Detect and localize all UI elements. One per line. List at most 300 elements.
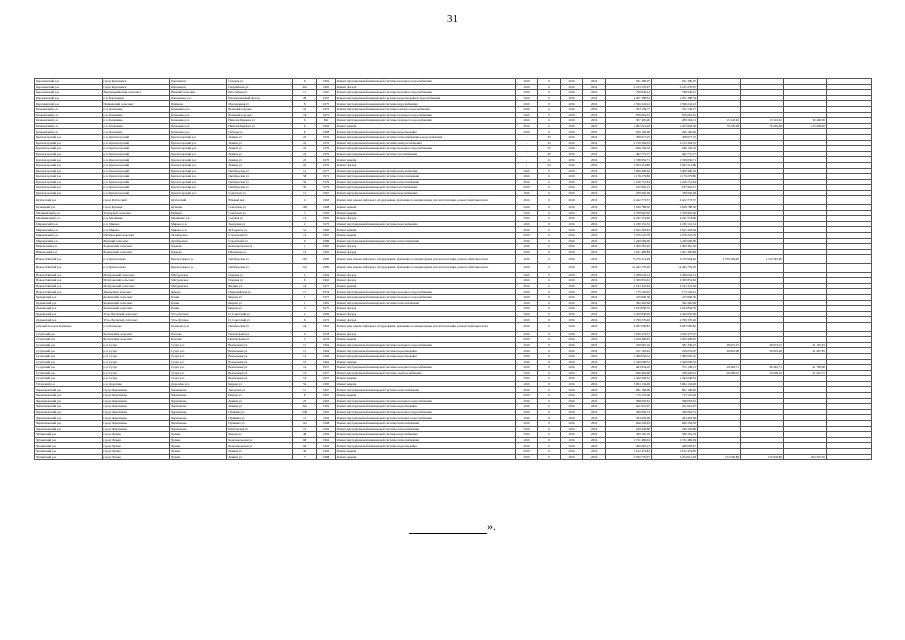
table-cell: 2 159 394,55 [651, 140, 697, 146]
table-cell: Мирное р.п. [170, 227, 227, 233]
table-cell: 33 [538, 134, 561, 140]
table-cell: 402 772,77 [605, 151, 651, 157]
table-cell: Новоалтайский р-н [35, 272, 103, 278]
table-cell: Садовая ул [227, 216, 292, 222]
table-cell: Чулымский р-н [35, 443, 103, 449]
table-cell: город Черепаново [102, 409, 170, 415]
table-cell: 4 431 574,66 [605, 216, 651, 222]
table-cell: Сузун р.п. [170, 365, 227, 371]
table-cell: 2 230 131,32 [605, 221, 651, 227]
table-cell: 1 349 096,32 [651, 359, 697, 365]
table-cell: Кирова ул [227, 393, 292, 399]
table-cell: 0 [538, 112, 561, 118]
table-cell: Кочкаевский р-н [35, 129, 103, 135]
table-cell: 68 [292, 443, 317, 449]
table-cell: 0 [538, 404, 561, 410]
table-cell: 1975 [317, 221, 335, 227]
table-cell: 2016 [583, 84, 606, 90]
table-cell: 2016 [560, 393, 583, 399]
table-cell: 2016 [583, 454, 606, 460]
table-cell: Ремонт внутридомовой инженерной системы холодного водоснабжения [335, 294, 515, 300]
table-cell: Болтовский сельсовет [102, 331, 170, 337]
table-cell: Ярковский сельсовет [102, 289, 170, 295]
table-cell: Озерная ул [227, 272, 292, 278]
table-cell: 1962 [317, 123, 335, 129]
table-cell: Ремонт или замена лифтового оборудования, признанного непригодным для эксплуатации, ремонт лифтовых шахт [335, 196, 515, 205]
table-cell: город Чулым [102, 437, 170, 443]
table-cell: 1962 [317, 449, 335, 455]
table-cell: р.п. Красногорский [102, 151, 170, 157]
table-cell: Кирова ул [227, 381, 292, 387]
table-cell: 1962 [317, 398, 335, 404]
table-cell: 690 256,63 [605, 421, 651, 427]
table-cell: 4 422 773,57 [651, 196, 697, 205]
table-cell: Черепановский р-н [35, 393, 103, 399]
table-cell: 2 799 370,40 [605, 317, 651, 323]
table-cell: Красногорский р.п. [170, 168, 227, 174]
table-cell: 2016 [515, 294, 538, 300]
table-cell: Строителей ул [227, 233, 292, 239]
table-cell: 1964 [317, 342, 335, 348]
table-cell: 1 519 367,99 [740, 255, 783, 264]
table-cell: р.п. Кочкаевка [102, 106, 170, 112]
table-cell: Ремонт или замена лифтового оборудования, признанного непригодным для эксплуатации, ремонт лифтовых шахт [335, 322, 515, 331]
table-cell: 2016 [515, 393, 538, 399]
table-cell: Карачаевск [170, 84, 227, 90]
table-cell: 2016 [515, 221, 538, 227]
table-cell: 2016 [515, 249, 538, 255]
table-cell: 0 [538, 370, 561, 376]
table-cell: 2016 [515, 95, 538, 101]
table-cell: 0 [538, 106, 561, 112]
table-cell: Ленина ул [227, 454, 292, 460]
table-cell: 1970 [317, 134, 335, 140]
table-cell: 1964 [317, 272, 335, 278]
table-cell: 0 [538, 322, 561, 331]
table-cell: 0 [538, 300, 561, 306]
table-cell: Матуровский сельсовет [102, 272, 170, 278]
table-cell: - [515, 151, 538, 157]
table-cell: Кочковский сельсовет [102, 300, 170, 306]
table-cell: 4 431 574,66 [651, 216, 697, 222]
table-cell: Красногорский р-н [35, 146, 103, 152]
table-cell: 2016 [560, 359, 583, 365]
table-cell: 204 507,20 [783, 454, 826, 460]
table-cell: 6 270 214,99 [605, 255, 651, 264]
table-cell: 2016 [515, 381, 538, 387]
table-cell: 5а [292, 227, 317, 233]
table-cell: 2016 [560, 322, 583, 331]
table-cell: 891 168,09 [651, 387, 697, 393]
table-cell: Карачаевский р-н [35, 79, 103, 85]
table-cell: Ремонт фасада [335, 216, 515, 222]
table-cell: 1967 [317, 393, 335, 399]
table-cell [826, 454, 871, 460]
table-cell [783, 322, 826, 331]
table-cell: Октябрьская ул [227, 179, 292, 185]
table-cell: город Черепаново [102, 404, 170, 410]
table-cell: 2016 [583, 322, 606, 331]
table-cell: 2016 [583, 294, 606, 300]
table-cell: город Черепаново [102, 387, 170, 393]
table-cell: 0 [538, 264, 561, 273]
table-cell: 1981 [317, 300, 335, 306]
table-cell: 1 176 279,86 [651, 174, 697, 180]
table-cell: 2016 [583, 348, 606, 354]
table-cell: 306 892,31 [605, 409, 651, 415]
table-cell: 0 [538, 317, 561, 323]
table-cell: 0 [538, 393, 561, 399]
table-cell [697, 196, 740, 205]
table-cell: Кузбасский р-н [35, 196, 103, 205]
table-cell: Ремонт крыши [335, 337, 515, 343]
table-cell: 209 190,69 [605, 129, 651, 135]
table-cell: р.п. Красногорка [102, 255, 170, 264]
table-cell: 17 [292, 289, 317, 295]
table-cell: 2016 [515, 421, 538, 427]
table-cell: Чулым [170, 443, 227, 449]
table-cell: 2016 [515, 306, 538, 312]
table-cell: Кирова ул [227, 306, 292, 312]
table-cell: 2016 [560, 426, 583, 432]
table-cell: 16 [292, 283, 317, 289]
table-cell: Ремонт внутридомовой инженерной системы теплоснабжения [335, 387, 515, 393]
table-cell: 2016 [515, 84, 538, 90]
table-cell: 402 772,77 [651, 151, 697, 157]
table-cell: 21 [538, 157, 561, 163]
table-cell: Ремонт или замена лифтового оборудования, признанного непригодным для эксплуатации, ремонт лифтовых шахт [335, 264, 515, 273]
table-cell: 2016 [583, 437, 606, 443]
table-cell: 28 072,27 [697, 342, 740, 348]
table-cell: 2016 [583, 311, 606, 317]
table-cell: Октябрьская ул [227, 174, 292, 180]
table-cell: 369 162,79 [605, 432, 651, 438]
table-cell: 0 [538, 210, 561, 216]
table-cell: 1 342 046,52 [651, 376, 697, 382]
table-cell: Ремонт крыши [335, 157, 515, 163]
table-cell: 1972 [317, 174, 335, 180]
table-cell: 1 [292, 300, 317, 306]
table-cell: 2 409 381,20 [605, 244, 651, 250]
table-cell: Ремонт внутридомовой инженерной системы горячего водоснабжения [335, 106, 515, 112]
table-cell: город Черепаново [102, 398, 170, 404]
table-cell: 40 [538, 151, 561, 157]
table-cell: 2016 [515, 123, 538, 129]
table-cell: Кочкаевка р.п. [170, 106, 227, 112]
table-cell: Усть-Луговской сельсовет [102, 317, 170, 323]
table-cell: Сузун р.п. [170, 376, 227, 382]
table-cell: Ремонт внутридомовой инженерной системы водоотведения [335, 129, 515, 135]
table-cell: Ремонт внутридомовой инженерной системы холодного водоснабжения [335, 398, 515, 404]
table-cell: Верхнеармянский сельсовет [102, 90, 170, 96]
table-cell: Ярково [170, 289, 227, 295]
table-cell: 398 093,81 [651, 398, 697, 404]
table-cell: Сузунский р-н [35, 337, 103, 343]
table-cell: Борково [170, 244, 227, 250]
table-cell: р.п. Красногорский [102, 179, 170, 185]
table-cell: Ремонт внутридомовой инженерной системы холодного водоснабжения [335, 409, 515, 415]
table-cell: Кочковский сельсовет [102, 306, 170, 312]
table-cell: Ремонт крыши [335, 205, 515, 211]
table-cell: Кочки [170, 306, 227, 312]
table-cell: р.п. Красногорка [102, 264, 170, 273]
table-cell: Карачаевский р-н [35, 90, 103, 96]
table-cell: 28 072,27 [740, 342, 783, 348]
table-cell: 28 [292, 95, 317, 101]
table-cell: Шоссейная ул [227, 90, 292, 96]
table-cell: р.п. Красногорский [102, 157, 170, 163]
table-cell: 289 394,12 [651, 118, 697, 124]
table-cell: Советская ул [227, 210, 292, 216]
table-cell: 93 [538, 162, 561, 168]
table-cell: 26 463,71 [740, 365, 783, 371]
table-cell: 0 [538, 84, 561, 90]
table-cell: 0 [538, 129, 561, 135]
table-cell: 2016 [560, 454, 583, 460]
table-cell: 2016 [515, 272, 538, 278]
table-cell: 2 625 363,94 [605, 227, 651, 233]
table-cell: 24 [292, 322, 317, 331]
table-cell: Красногорский р.п. [170, 190, 227, 196]
table-cell: 2 625 363,94 [651, 227, 697, 233]
table-cell: 258 [292, 409, 317, 415]
table-cell: 1 596 242,22 [651, 101, 697, 107]
table-cell [740, 322, 783, 331]
table-cell: 2016 [583, 283, 606, 289]
table-cell: Борковский сельсовет [102, 244, 170, 250]
table-cell: 46 [292, 432, 317, 438]
table-cell: 0 [538, 311, 561, 317]
table-cell: 2016 [515, 264, 538, 273]
table-cell: Вокзальная ул [227, 370, 292, 376]
table-cell: 6 [292, 317, 317, 323]
table-cell: Чулым [170, 454, 227, 460]
table-cell: 2016 [583, 376, 606, 382]
table-cell: Ремонт внутридомовой инженерной системы теплоснабжения [335, 238, 515, 244]
table-cell: Чулымский р-н [35, 437, 103, 443]
table-cell: 2016 [560, 421, 583, 427]
table-cell: Карачаевский р-н [35, 95, 103, 101]
table-cell: р.п. Красногорский [102, 190, 170, 196]
table-cell: Красногорский р-н [35, 174, 103, 180]
table-cell: 2016 [583, 185, 606, 191]
table-cell: 715 525,46 [605, 393, 651, 399]
table-cell: Сузун р.п. [170, 348, 227, 354]
table-cell: Вокзальная ул [227, 359, 292, 365]
table-cell: 1 612 474,82 [605, 449, 651, 455]
table-cell: 10 [292, 106, 317, 112]
table-cell: 2 415 270,97 [651, 84, 697, 90]
table-cell: 3 636 788,50 [651, 205, 697, 211]
table-cell [740, 196, 783, 205]
table-cell: 2016 [560, 84, 583, 90]
table-cell: Садовая ул [227, 79, 292, 85]
table-cell: 2016 [560, 300, 583, 306]
table-cell: 2016 [515, 289, 538, 295]
table-cell: 26 099,16 [697, 370, 740, 376]
table-cell: 205 [292, 255, 317, 264]
table-cell: 0 [538, 221, 561, 227]
table-cell: 1962 [317, 415, 335, 421]
table-cell: Чулымский р-н [35, 432, 103, 438]
table-cell: Ремонт внутридомовой инженерной системы газоснабжения [335, 185, 515, 191]
table-cell: Черепановский р-н [35, 415, 103, 421]
table-cell: 1 342 046,52 [605, 376, 651, 382]
table-cell: 152 630,89 [740, 454, 783, 460]
table-cell: 2 [292, 221, 317, 227]
table-cell: 44 [292, 449, 317, 455]
table-cell: Ремонт или замена лифтового оборудования, признанного непригодным для эксплуатации, ремонт лифтовых шахт [335, 255, 515, 264]
table-cell: Никольский р-н [35, 249, 103, 255]
table-cell: Ремонт крыши [335, 393, 515, 399]
table-cell: Болтовский сельсовет [102, 337, 170, 343]
table-cell: Ремонт внутридомовой инженерной системы холодного водоснабжения [335, 342, 515, 348]
table-cell: 2 450 650,00 [605, 311, 651, 317]
table-cell: 2016 [560, 168, 583, 174]
table-cell: 2 750 994,62 [651, 255, 697, 264]
table-cell: 1 226 751,64 [605, 179, 651, 185]
table-cell: 2016 [515, 278, 538, 284]
table-cell: 76 292,48 [740, 123, 783, 129]
table-cell: 2016 [583, 317, 606, 323]
table-cell: р.п. Малинино [102, 216, 170, 222]
table-cell: 1 708 965,50 [651, 210, 697, 216]
table-cell: 7 [292, 210, 317, 216]
table-cell: Ремонт внутридомовой инженерной системы холодного водоснабжения [335, 146, 515, 152]
table-cell: 0 [538, 123, 561, 129]
table-cell: 2 [292, 272, 317, 278]
table-cell: 2016 [515, 415, 538, 421]
table-cell: 0 [538, 272, 561, 278]
table-cell: 2016 [560, 123, 583, 129]
table-cell: 1965 [317, 216, 335, 222]
table-cell: 2016 [583, 146, 606, 152]
table-cell: Новоалтайский р-н [35, 264, 103, 273]
table-cell: 1 389 056,32 [651, 353, 697, 359]
table-cell: Ремонт внутридомовой инженерной системы водоотведения [335, 404, 515, 410]
table-cell: 0 [538, 185, 561, 191]
table-cell: 15 543,02 [697, 118, 740, 124]
table-cell: 2016 [583, 381, 606, 387]
table-cell: 2016 [560, 216, 583, 222]
table-cell: Ремонт крыши [335, 227, 515, 233]
table-cell: р.п. Мирное [102, 227, 170, 233]
table-cell: 34а [292, 404, 317, 410]
table-cell: Черепаново [170, 409, 227, 415]
table-cell: 2 193 325,94 [605, 283, 651, 289]
table-cell: 2016 [583, 106, 606, 112]
table-cell: 2016 [560, 348, 583, 354]
table-cell: 2016 [583, 337, 606, 343]
table-cell: р.п. Сузун [102, 359, 170, 365]
table-cell: 2016 [583, 151, 606, 157]
table-cell: 2016 [560, 264, 583, 273]
table-cell: Красногорка р.п. [170, 264, 227, 273]
table-cell: 2016 [560, 227, 583, 233]
table-cell: 1 612 474,82 [651, 449, 697, 455]
table-cell: Сузунский р-н [35, 359, 103, 365]
table-cell: р.п. Кочкаевка [102, 112, 170, 118]
table-cell: 0 [538, 101, 561, 107]
table-cell: Ремонт фасада [335, 331, 515, 337]
table-cell: 2016 [560, 233, 583, 239]
table-cell: 375 138,21 [651, 365, 697, 371]
table-cell: 2016 [560, 118, 583, 124]
table-cell: 1976 [317, 289, 335, 295]
table-cell: Николая Брянова ул [227, 118, 292, 124]
table-cell: 2016 [583, 342, 606, 348]
table-cell: Чулым [170, 432, 227, 438]
table-cell: Карачаевск [170, 79, 227, 85]
table-cell: 715 525,46 [651, 393, 697, 399]
table-cell: 2016 [515, 190, 538, 196]
table-cell: Сузунский р-н [35, 365, 103, 371]
table-cell: Ленина ул [227, 398, 292, 404]
table-cell: город Черепаново [102, 426, 170, 432]
table-cell: 2 799 370,40 [651, 317, 697, 323]
table-cell: 1962 [317, 437, 335, 443]
table-cell: 2016 [560, 317, 583, 323]
table-cell: 12 445 776,20 [605, 264, 651, 273]
table-cell: Ремонт внутридомовой инженерной системы холодного водоснабжения [335, 365, 515, 371]
table-cell: 249 326,86 [605, 426, 651, 432]
table-cell: Вокзальная ул [227, 353, 292, 359]
table-cell: Матуровский сельсовет [102, 278, 170, 284]
table-cell: Октябрьская ул [227, 185, 292, 191]
table-cell: 6 287 000,82 [651, 322, 697, 331]
table-cell: 2 159 394,55 [605, 140, 651, 146]
table-cell: 17 [292, 90, 317, 96]
table-cell: 1 389 056,32 [605, 353, 651, 359]
table-cell: Малининский р-н [35, 216, 103, 222]
table-cell: Красногорский р-н [35, 157, 103, 163]
table-cell: Ленина ул [227, 449, 292, 455]
table-cell: 1963 [317, 196, 335, 205]
table-cell: 2016 [515, 300, 538, 306]
table-cell: Вокзальная ул [227, 376, 292, 382]
table-cell: 1 176 279,86 [605, 174, 651, 180]
table-cell: 307 495,40 [605, 118, 651, 124]
table-cell: Ремонт внутридомовой инженерной системы теплоснабжения [335, 300, 515, 306]
table-cell: Ремонт внутридомовой инженерной системы холодного водоснабжения [335, 415, 515, 421]
table-cell: Красногорский р-н [35, 134, 103, 140]
table-cell: 41 410,71 [783, 370, 826, 376]
table-cell: Ремонт внутридомовой инженерной системы холодного водоснабжения [335, 90, 515, 96]
table-cell: 0 [538, 79, 561, 85]
table-cell: Сузунский р-н [35, 342, 103, 348]
table-cell [826, 255, 871, 264]
table-cell: 2016 [560, 365, 583, 371]
table-cell: 9 [292, 79, 317, 85]
table-cell: 2016 [583, 449, 606, 455]
table-cell: 2016 [515, 365, 538, 371]
table-cell: 2016 [583, 289, 606, 295]
table-cell: 1 349 096,32 [605, 359, 651, 365]
table-cell: Сузун р.п. [170, 359, 227, 365]
table-cell: Красногорский р.п. [170, 185, 227, 191]
table-cell: 2 208 043,14 [605, 272, 651, 278]
table-cell: 381 436,27 [651, 342, 697, 348]
table-cell: 2016 [560, 376, 583, 382]
table-cell: 2016 [515, 227, 538, 233]
table-cell: 2016 [515, 404, 538, 410]
table-cell: 0 [538, 238, 561, 244]
table-cell: 0 [538, 190, 561, 196]
table-cell: Борковский сельсовет [102, 249, 170, 255]
table-cell: 0 [538, 426, 561, 432]
table-cell: Ленина ул [227, 151, 292, 157]
table-cell: р.п. Красногорский [102, 146, 170, 152]
